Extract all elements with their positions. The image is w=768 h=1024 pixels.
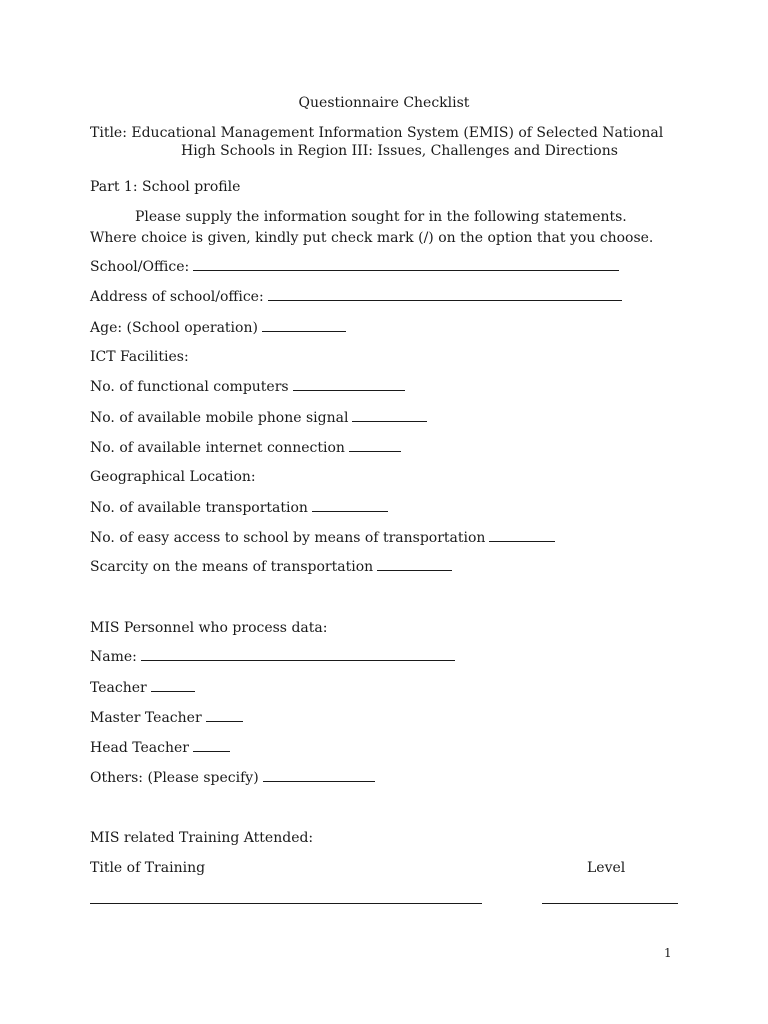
geographical-location-heading: Geographical Location: (90, 469, 256, 485)
instruction-line-2: Where choice is given, kindly put check mark (/) on the option that you choose. (90, 230, 654, 246)
transportation-label: No. of available transportation (90, 500, 308, 516)
address-blank[interactable] (268, 288, 622, 301)
personnel-name-label: Name: (90, 649, 137, 665)
mobile-signal-label: No. of available mobile phone signal (90, 410, 349, 426)
training-title-blank[interactable] (90, 903, 482, 904)
training-level-column-header: Level (587, 860, 626, 876)
age-blank[interactable] (262, 319, 346, 332)
scarcity-label: Scarcity on the means of transportation (90, 559, 374, 575)
head-teacher-field (90, 739, 230, 757)
others-field (90, 769, 375, 787)
easy-access-blank[interactable] (489, 529, 555, 542)
training-level-blank[interactable] (542, 903, 678, 904)
computers-blank[interactable] (293, 378, 405, 391)
school-office-field (90, 258, 619, 276)
address-label: Address of school/office: (90, 289, 264, 305)
computers-field (90, 378, 405, 396)
age-field (90, 319, 346, 337)
internet-blank[interactable] (349, 439, 401, 452)
easy-access-field (90, 529, 555, 547)
internet-field (90, 439, 401, 457)
internet-label: No. of available internet connection (90, 440, 345, 456)
others-blank[interactable] (263, 769, 375, 782)
training-title-column-header: Title of Training (90, 860, 206, 876)
study-title-line-2: High Schools in Region III: Issues, Challenges and Directions (181, 143, 618, 159)
document-title: Questionnaire Checklist (298, 95, 470, 111)
transportation-field (90, 499, 388, 517)
head-teacher-blank[interactable] (193, 739, 230, 752)
transportation-blank[interactable] (312, 499, 388, 512)
mobile-signal-field (90, 409, 427, 427)
master-teacher-field (90, 709, 243, 727)
teacher-label: Teacher (90, 680, 147, 696)
master-teacher-label: Master Teacher (90, 710, 202, 726)
mis-personnel-heading: MIS Personnel who process data: (90, 620, 328, 636)
teacher-field (90, 679, 195, 697)
school-office-blank[interactable] (193, 258, 619, 271)
school-office-label: School/Office: (90, 259, 190, 275)
study-title-line-1: Title: Educational Management Information System (EMIS) of Selected National (90, 125, 664, 141)
mobile-signal-blank[interactable] (352, 409, 427, 422)
personnel-name-blank[interactable] (141, 648, 455, 661)
scarcity-blank[interactable] (377, 558, 452, 571)
computers-label: No. of functional computers (90, 379, 289, 395)
teacher-blank[interactable] (151, 679, 195, 692)
scarcity-field (90, 558, 452, 576)
head-teacher-label: Head Teacher (90, 740, 189, 756)
age-label: Age: (School operation) (90, 320, 258, 336)
instruction-line-1: Please supply the information sought for in the following statements. (135, 209, 627, 225)
master-teacher-blank[interactable] (206, 709, 243, 722)
others-label: Others: (Please specify) (90, 770, 259, 786)
page-number: 1 (664, 946, 672, 960)
personnel-name-field (90, 648, 455, 666)
ict-facilities-heading: ICT Facilities: (90, 349, 189, 365)
easy-access-label: No. of easy access to school by means of transportation (90, 530, 486, 546)
training-heading: MIS related Training Attended: (90, 830, 314, 846)
address-field (90, 288, 622, 306)
part-1-heading: Part 1: School profile (90, 179, 241, 195)
